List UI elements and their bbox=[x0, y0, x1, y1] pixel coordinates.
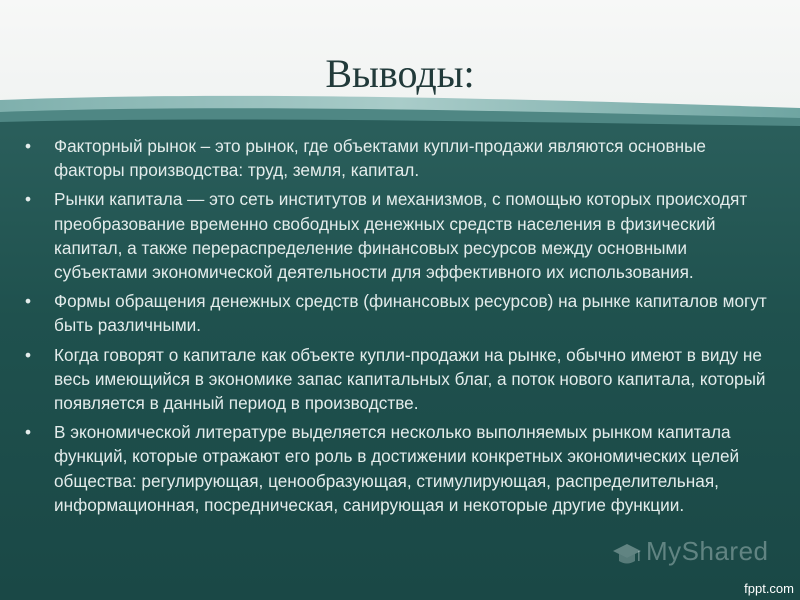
bullet-icon: • bbox=[25, 189, 32, 210]
bullet-icon: • bbox=[25, 344, 32, 365]
watermark-text: MyShared bbox=[646, 536, 769, 566]
bullet-item bbox=[22, 343, 772, 416]
bullet-icon: • bbox=[25, 136, 32, 156]
bullet-icon: • bbox=[25, 291, 32, 312]
graduation-cap-icon bbox=[612, 540, 642, 570]
footer-brand: fppt.com bbox=[744, 581, 794, 596]
bullet-text: Рынки капитала — это сеть институтов и механизмов, с помощью которых происходят преобразование временно свободных денежных средств населения в физический капитал, а также перераспределение финансовых ресурсов между основными субъектами экономической деятельности для эффективного их использования. bbox=[54, 189, 748, 283]
bullet-item bbox=[22, 187, 772, 284]
bullet-text: В экономической литературе выделяется несколько выполняемых рынком капитала функций, которые отражают его роль в достижении конкретных экономических целей общества: регулирующая, ценообразующая, стимулирующая, распределительная, информационная, посредническая, санирующая и некоторые другие функции. bbox=[54, 422, 740, 515]
bullet-item bbox=[22, 420, 772, 517]
bullet-icon: • bbox=[25, 422, 32, 443]
bullet-list bbox=[22, 134, 772, 522]
bullet-item bbox=[22, 289, 772, 337]
slide-title: Выводы: bbox=[325, 51, 475, 96]
bullet-text: Формы обращения денежных средств (финансовых ресурсов) на рынке капиталов могут быть различными. bbox=[54, 291, 767, 336]
bullet-text: Факторный рынок – это рынок, где объектами купли-продажи являются основные факторы производства: труд, земля, капитал. bbox=[54, 136, 706, 181]
bullet-item bbox=[22, 134, 772, 182]
bullet-text: Когда говорят о капитале как объекте купли-продажи на рынке, обычно имеют в виду не весь имеющийся в экономике запас капитальных благ, а поток нового капитала, который появляется в данный период в производстве. bbox=[54, 344, 766, 414]
